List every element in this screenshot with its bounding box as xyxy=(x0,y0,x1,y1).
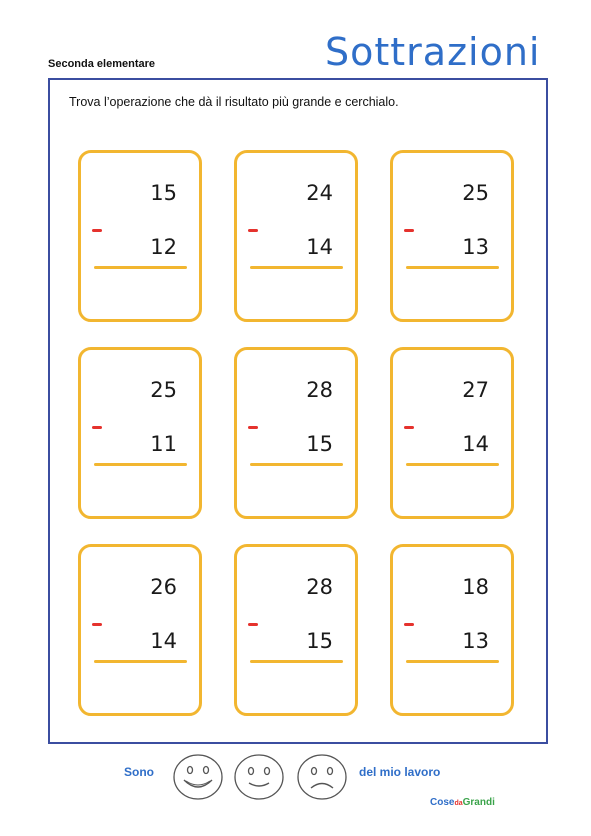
subtraction-card[interactable] xyxy=(78,544,202,716)
neutral-smile-face-icon[interactable] xyxy=(233,752,285,802)
result-line xyxy=(406,463,499,466)
minus-sign-icon xyxy=(248,229,258,232)
minus-sign-icon xyxy=(92,623,102,626)
instruction-text: Trova l’operazione che dà il risultato più grande e cerchialo. xyxy=(69,95,399,109)
footer-del-mio-lavoro-label: del mio lavoro xyxy=(359,765,441,779)
minus-sign-icon xyxy=(404,623,414,626)
subtraction-card[interactable] xyxy=(234,150,358,322)
happy-face-icon[interactable] xyxy=(172,752,224,802)
minus-sign-icon xyxy=(404,229,414,232)
result-line xyxy=(250,266,343,269)
result-line xyxy=(94,266,187,269)
subtrahend: 14 xyxy=(150,629,177,653)
page-title: Sottrazioni xyxy=(325,30,541,74)
sad-face-icon[interactable] xyxy=(296,752,348,802)
result-line xyxy=(406,266,499,269)
minuend: 24 xyxy=(306,181,333,205)
minus-sign-icon xyxy=(92,426,102,429)
subtraction-card[interactable] xyxy=(78,347,202,519)
subtrahend: 14 xyxy=(462,432,489,456)
minuend: 28 xyxy=(306,575,333,599)
minus-sign-icon xyxy=(248,426,258,429)
minus-sign-icon xyxy=(92,229,102,232)
result-line xyxy=(94,660,187,663)
subtrahend: 13 xyxy=(462,629,489,653)
result-line xyxy=(250,660,343,663)
subtrahend: 15 xyxy=(306,432,333,456)
subtraction-card[interactable] xyxy=(390,544,514,716)
minuend: 25 xyxy=(462,181,489,205)
result-line xyxy=(406,660,499,663)
minuend: 25 xyxy=(150,378,177,402)
minuend: 15 xyxy=(150,181,177,205)
subtraction-card[interactable] xyxy=(234,544,358,716)
result-line xyxy=(94,463,187,466)
subtrahend: 14 xyxy=(306,235,333,259)
subtraction-card[interactable] xyxy=(234,347,358,519)
subtrahend: 12 xyxy=(150,235,177,259)
minuend: 27 xyxy=(462,378,489,402)
minuend: 26 xyxy=(150,575,177,599)
subtrahend: 15 xyxy=(306,629,333,653)
subtraction-card[interactable] xyxy=(78,150,202,322)
result-line xyxy=(250,463,343,466)
minus-sign-icon xyxy=(404,426,414,429)
brand-logo: CosedaGrandi xyxy=(430,797,495,808)
minuend: 18 xyxy=(462,575,489,599)
grade-label: Seconda elementare xyxy=(48,58,155,70)
minuend: 28 xyxy=(306,378,333,402)
subtrahend: 11 xyxy=(150,432,177,456)
footer-sono-label: Sono xyxy=(124,765,154,779)
subtrahend: 13 xyxy=(462,235,489,259)
subtraction-card[interactable] xyxy=(390,150,514,322)
subtraction-card[interactable] xyxy=(390,347,514,519)
minus-sign-icon xyxy=(248,623,258,626)
